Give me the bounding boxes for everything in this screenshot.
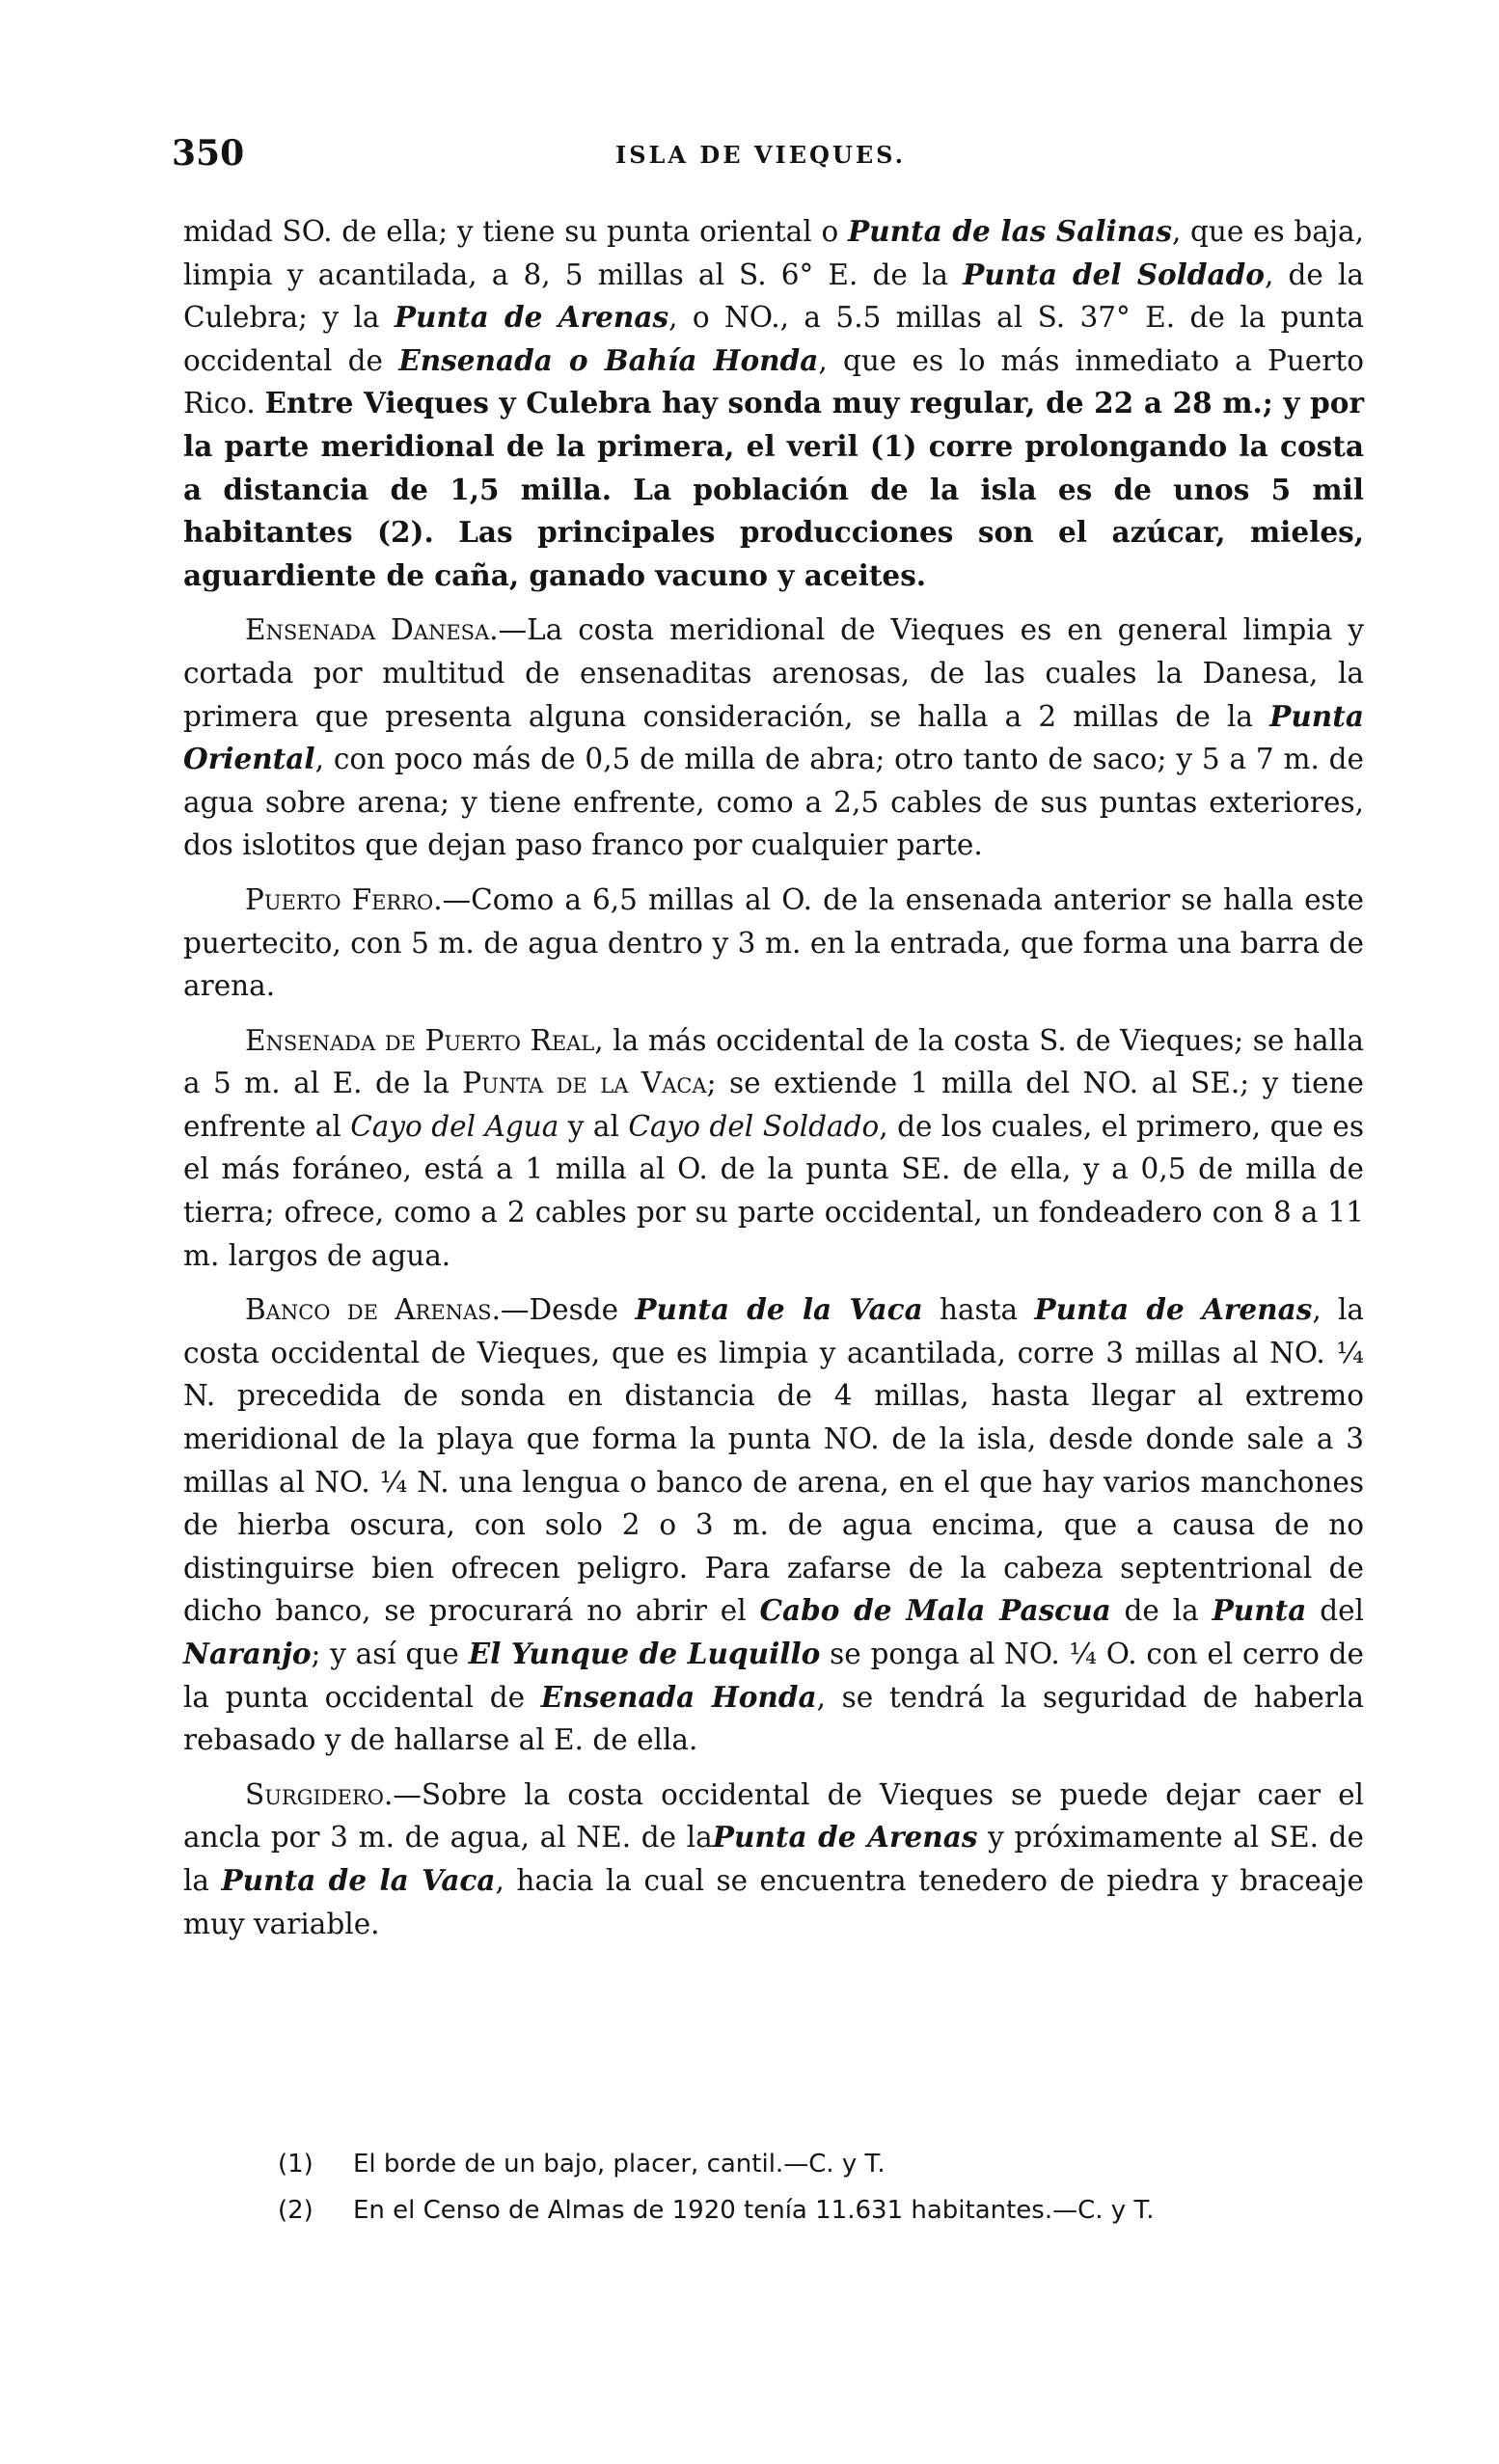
- text-run: , que es lo más inmediato a Puerto Rico.: [183, 343, 1364, 420]
- text-run: y al: [559, 1109, 629, 1143]
- text-run: , con poco más de 0,5 de milla de abra; otro tanto de saco; y 5 a 7 m. de agua sobre arena; y tiene enfrente, como a 2,5 cables de sus puntas exteriores, dos islotitos que dejan paso franco por cualquier parte.: [183, 743, 1364, 862]
- text-run: —Como a 6,5 millas al O. de la ensenada anterior se halla este puertecito, con 5 m. de agua dentro y 3 m. en la entrada, que forma una barra de arena.: [183, 882, 1365, 1003]
- body-text: [183, 210, 1364, 1957]
- footnote: [278, 2141, 1368, 2187]
- place-name: Punta Oriental: [183, 698, 1364, 776]
- place-name: Punta de Arenas: [712, 1820, 978, 1855]
- section-heading: Ensenada de Puerto Real: [245, 1023, 595, 1057]
- place-name: El Yunque de Luquillo: [468, 1637, 821, 1670]
- page-number: 350: [172, 133, 245, 174]
- text-run: del: [1306, 1594, 1364, 1628]
- paragraph: [183, 1774, 1364, 1945]
- place-name: Cabo de Mala Pascua: [759, 1593, 1111, 1628]
- text-run: , la costa occidental de Vieques, que es limpia y acantilada, corre 3 millas al NO. ¼ N. precedida de sonda en distancia de 4 millas, hasta llegar al extremo meridional de la playa que forma la punta NO. de la isla, desde donde sale a 3 millas al NO. ¼ N. una lengua o banco de arena, en el que hay varios manchones de hierba oscura, con solo 2 o 3 m. de agua encima, que a causa de no distinguirse bien ofrecen peligro. Para zafarse de la cabeza septentrional de dicho banco, se procurará no abrir el: [183, 1293, 1364, 1628]
- text-run: ; y así que: [311, 1638, 469, 1670]
- text-run: y próximamente al SE. de la: [183, 1821, 1364, 1897]
- place-name: Punta de la Vaca: [635, 1292, 923, 1327]
- paragraph: [183, 1288, 1364, 1762]
- section-heading: Punta de la Vaca: [462, 1067, 707, 1100]
- footnote: [278, 2187, 1368, 2234]
- text-run: , de la Culebra; y la: [183, 257, 1364, 335]
- place-name: Cayo del Soldado: [628, 1109, 880, 1143]
- running-title: ISLA DE VIEQUES.: [615, 141, 906, 169]
- text-run: , que es baja, limpia y acantilada, a 8, 5 millas al S. 6° E. de la: [183, 215, 1364, 291]
- place-name: Punta de Arenas: [394, 300, 669, 335]
- footnote-text: El borde de un bajo, placer, cantil.—C. y T.: [353, 2150, 886, 2179]
- footnote-mark: (1): [278, 2150, 313, 2179]
- text-run: , o NO., a 5.5 millas al S. 37° E. de la punta occidental de: [183, 301, 1365, 377]
- text-run: , de los cuales, el primero, que es el más foráneo, está a 1 milla al O. de la punta SE. de ella, y a 0,5 de milla de tierra; ofrece, como a 2 cables por su parte occidental, un fondeadero con 8 a 11 m. largos de agua.: [183, 1109, 1364, 1272]
- text-run: Entre Vieques y Culebra hay sonda muy regular, de 22 a 28 m.; y por la parte meridional de la primera, el veril (1) corre prolongando la costa a distancia de 1,5 milla. La población de la isla es de unos 5 mil habitantes (2). Las principales producciones son el azúcar, mieles, aguardiente de caña, ganado vacuno y aceites.: [183, 386, 1364, 592]
- section-heading: Banco de Arenas.: [245, 1293, 501, 1327]
- text-run: de la: [1110, 1594, 1213, 1628]
- text-run: , la más occidental de la costa S. de Vieques; se halla a 5 m. al E. de la: [183, 1023, 1364, 1100]
- text-run: se ponga al NO. ¼ O. con el cerro de la punta occidental de: [183, 1638, 1364, 1714]
- place-name: Punta de las Salinas: [847, 214, 1172, 248]
- paragraph: [183, 609, 1364, 867]
- text-run: —Sobre la costa occidental de Vieques se puede dejar caer el ancla por 3 m. de agua, al NE. de la: [183, 1777, 1364, 1855]
- place-name: Ensenada Honda: [540, 1679, 817, 1714]
- paragraph: [183, 1019, 1364, 1278]
- place-name: Punta: [1212, 1593, 1307, 1628]
- place-name: Punta de Arenas: [1034, 1292, 1313, 1327]
- footnotes: [278, 2141, 1368, 2234]
- text-run: ; se extiende 1 milla del NO. al SE.; y tiene enfrente al: [183, 1067, 1364, 1143]
- text-run: —Desde: [500, 1293, 636, 1327]
- text-run: —La costa meridional de Vieques es en general limpia y cortada por multitud de ensenaditas arenosas, de las cuales la Danesa, la primera que presenta alguna consideración, se halla a 2 millas de la: [183, 613, 1364, 733]
- text-run: , hacia la cual se encuentra tenedero de piedra y braceaje muy variable.: [183, 1863, 1364, 1940]
- place-name: Naranjo: [183, 1637, 312, 1670]
- section-heading: Surgidero.: [245, 1777, 394, 1811]
- paragraph: [183, 210, 1364, 597]
- place-name: Punta de la Vaca: [221, 1862, 496, 1897]
- running-head: [172, 133, 1368, 181]
- text-run: midad SO. de ella; y tiene su punta oriental o: [183, 215, 848, 248]
- place-name: Cayo del Agua: [350, 1109, 559, 1143]
- footnote-mark: (2): [278, 2196, 313, 2225]
- text-run: hasta: [922, 1293, 1035, 1327]
- footnote-text: En el Censo de Almas de 1920 tenía 11.631 habitantes.—C. y T.: [353, 2196, 1155, 2225]
- section-heading: Ensenada Danesa.: [245, 613, 499, 647]
- paragraph: [183, 879, 1364, 1008]
- place-name: Ensenada o Bahía Honda: [398, 342, 819, 377]
- section-heading: Puerto Ferro.: [245, 882, 443, 916]
- text-run: , se tendrá la seguridad de haberla rebasado y de hallarse al E. de ella.: [183, 1680, 1365, 1757]
- place-name: Punta del Soldado: [963, 257, 1265, 291]
